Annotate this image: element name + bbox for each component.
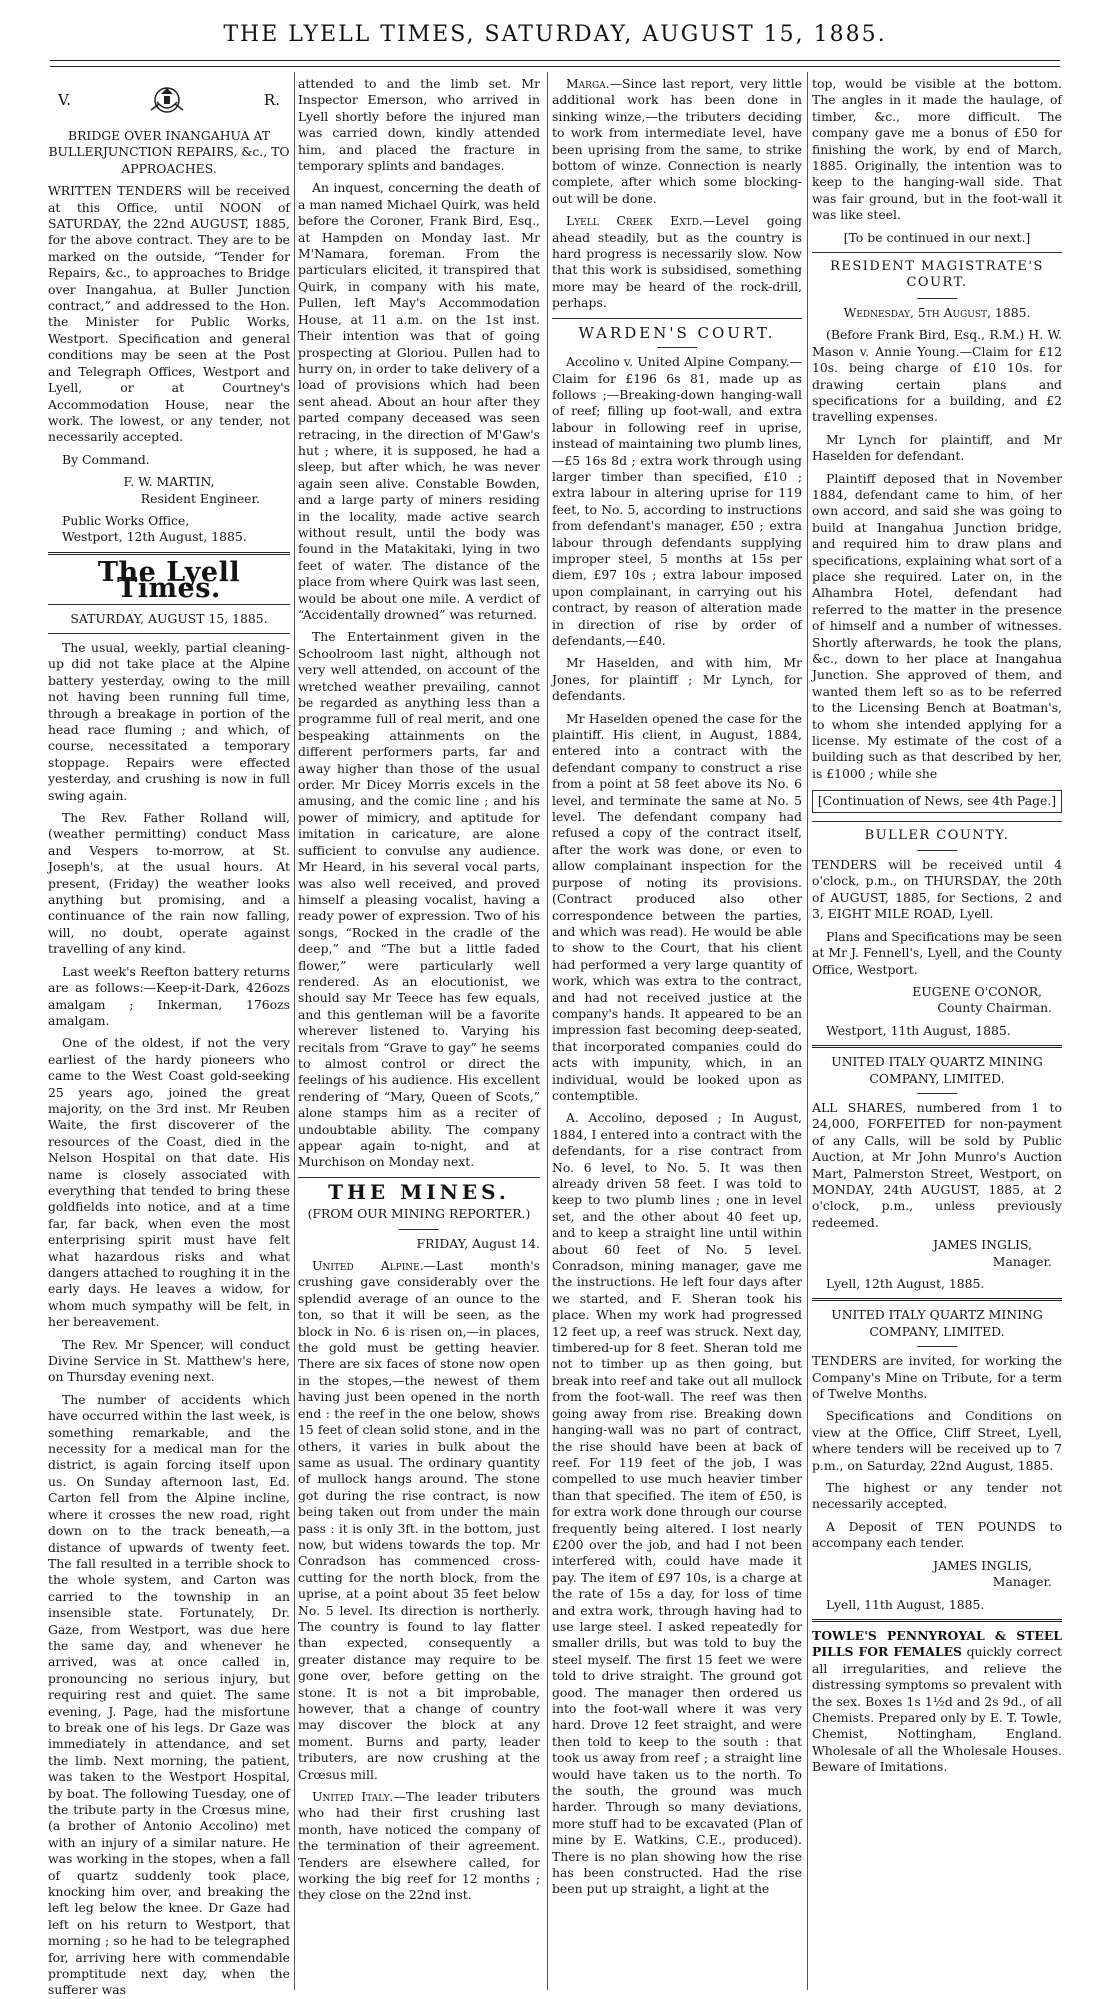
buller-county-body: TENDERS will be received until 4 o'clock, p.m., on THURSDAY, the 20th of AUGUST, 1885, for Sections, 2 and 3, EIGHT MILE ROAD, Lyell.: [812, 857, 1062, 922]
mines-date: FRIDAY, August 14.: [416, 1235, 540, 1251]
buller-county-plans: Plans and Specifications may be seen at Mr J. Fennell's, Lyell, and the County Office, Westport.: [812, 928, 1062, 977]
buller-county-title: BULLER COUNTY.: [864, 827, 1010, 843]
court-opening: Mr Haselden opened the case for the plaintiff. His client, in August, 1884, entered into a contract with the defendant company to construct a rise from a point at 58 feet above its No. 6 level, and terminate the same at No. 5 level. The defendant company had refused a copy of the contract itself, after the work was done, or even to allow complainant inspection for the purpose of noting its provisions. (Contract produced also other correspondence between the parties, and which was read). He would be able to show to the Court, that his client had performed a very large quantity of work, which was extra to the contract, and had not received justice at the company's hands. It appeared to be an impression fast becoming deep-seated, that incorporated companies could do acts with impunity, which, in an individual, would be looked upon as contemptible.: [552, 710, 802, 1103]
divider: [657, 347, 697, 348]
signer-title: Resident Engineer.: [140, 490, 260, 506]
vr-right: R.: [263, 90, 280, 109]
marga-report: [552, 76, 802, 207]
divider: [812, 252, 1062, 253]
news-paragraph: The Rev. Mr Spencer, will conduct Divine Service in St. Matthew's here, on Thursday evening next.: [48, 1336, 290, 1385]
uiq-auction-date: Lyell, 12th August, 1885.: [826, 1276, 985, 1291]
wardens-court-title: WARDEN'S COURT.: [578, 323, 776, 342]
divider: [917, 1093, 957, 1094]
bridge-tender-title: BRIDGE OVER INANGAHUA AT BULLERJUNCTION REPAIRS, &c., TO APPROACHES.: [48, 128, 290, 176]
masthead-rule: [50, 60, 1060, 61]
buller-county-signer: EUGENE O'CONOR,: [912, 983, 1042, 999]
news-paragraph: The Entertainment given in the Schoolroom last night, although not very well attended, on account of the wretched weather prevailing, cannot be regarded as anything less than a programme full of real merit, and one bespeaking attainments on the different performers parts, far and away higher than those of the usual order. Mr Dicey Morris excels in the amusing, and the comic line ; and his power of mimicry, and aptitude for imitation in caricature, are alone sufficient to convulse any audience. Mr Heard, in his several vocal parts, was also well received, and proved himself a pleasing vocalist, having a ready power of expression. Two of his songs, “Rocked in the cradle of the deep,” and “The but a little faded flower,” were particularly well rendered. As an elocutionist, we should say Mr Teece has few equals, and this gentleman will be a favorite wherever listened to. Varying his recitals from “Grave to gay” he seems to almost control or direct the feelings of his audience. His excellent rendering of “Mary, Queen of Scots,” alone stamps him as a reciter of undoubtable ability. The company appear again to-night, and at Murchison on Monday next.: [298, 629, 540, 1170]
uiq-tender-body: TENDERS are invited, for working the Company's Mine on Tribute, for a term of Twelve Months.: [812, 1353, 1062, 1402]
mines-subtitle: (FROM OUR MINING REPORTER.): [307, 1206, 531, 1222]
column-rule: [547, 72, 548, 1990]
news-paragraph: An inquest, concerning the death of a man named Michael Quirk, was held before the Coroner, Frank Bird, Esq., at Hampden on Monday last. Mr M'Namara, foreman. From the particulars elicited, it transpired that Quirk, in company with his mate, Pullen, left May's Accommodation House, at 11 a.m. on the 1st inst. Their intention was that of going prospecting at Gloriou. Pullen had to hurry on, in order to take delivery of a load of provisions which had been sent ahead. About an hour after they parted company deceased was seen retracing, in the direction of M'Gaw's hut ; where, it is supposed, he had a sleep, but after which, he was never again seen alive. Constable Bowden, and a large party of miners residing in the locality, made active search without result, until the body was found in the Matakitaki, lying in two feet of water. The distance of the place from where Quirk was last seen, would be about one mile. A verdict of “Accidentally drowned” was returned.: [298, 180, 540, 622]
uiq-auction-title: UNITED ITALY QUARTZ MINING COMPANY, LIMITED.: [831, 1054, 1043, 1086]
column-1: [48, 76, 290, 1998]
marga-lead: Marga.: [566, 76, 610, 91]
uiq-tender-lowest: The highest or any tender not necessarily accepted.: [812, 1480, 1062, 1512]
news-paragraph: One of the oldest, if not the very earliest of the hardy pioneers who came to the West Coast gold-seeking 25 years ago, joined the great majority, on the 3rd inst. Mr Reuben Waite, the first discoverer of the resources of the Coast, died in the Nelson Hospital on that date. His name is closely associated with everything that tended to bring these goldfields into notice, and at a time far, far back, when even the most enterprising spirit must have felt what hazardous risks and what dangers attached to roughing it in the early days. He leaves a widow, for whom much sympathy will be felt, in her bereavement.: [48, 1035, 290, 1330]
uiq-tender-signer: JAMES INGLIS,: [933, 1557, 1032, 1573]
towle-advert: [812, 1628, 1062, 1776]
uiq-tender-title: UNITED ITALY QUARTZ MINING COMPANY, LIMITED.: [831, 1307, 1043, 1339]
united-alpine-body: —Last month's crushing gave considerably over the splendid average of an ounce to the ton, so that it will be seen, as the block in No. 6 is risen on,—in places, the gold must be getting heavier. There are six faces of stone now open in the stopes,—the newest of them having just been opened in the north end : the reef in the one below, shows 15 feet of clean solid stone, and in the others, it varies in bulk about the same as usual. The ordinary quantity of mullock hangs around. The stone got during the rise contract, is now being taken out from under the main pass : it is only 3ft. in the bottom, just now, but widens towards the top. Mr Conradson has commenced cross-cutting for the north block, from the uprise, at a point about 35 feet below No. 5 level. Its direction is northerly. The country is found to lay flatter than expected, consequently a greater distance may require to be gone over, before getting on the stone. It is not a bit improbable, however, that a change of country may discover the block at any moment. Burns and party, leader tributers, are now crushing at the Crœsus mill.: [298, 1258, 540, 1782]
lyell-creek-lead: Lyell Creek Extd.: [566, 213, 703, 229]
rmc-case: (Before Frank Bird, Esq., R.M.) H. W. Mason v. Annie Young.—Claim for £12 10s. being charge of £10 10s. for drawing certain plans and specifications for a building, and £2 travelling expenses.: [812, 327, 1062, 425]
lyell-creek-report: [552, 213, 802, 311]
news-paragraph: The usual, weekly, partial cleaning-up did not take place at the Alpine battery yesterday, owing to the mill not having been running full time, through a breakage in portion of the head race fluming ; and which, of course, necessitated a temporary stoppage. Repairs were effected yesterday, and crushing is now in full swing again.: [48, 639, 290, 803]
uiq-auction-body: ALL SHARES, numbered from 1 to 24,000, FORFEITED for non-payment of any Calls, will be sold by Public Auction, at Mr John Munro's Auction Mart, Palmerston Street, Westport, on MONDAY, 24th AUGUST, 1885, at 2 o'clock, p.m., unless previously redeemed.: [812, 1099, 1062, 1230]
united-italy-lead: United Italy.: [312, 1789, 394, 1805]
court-claim: Accolino v. United Alpine Company.—Claim for £196 6s 81, made up as follows ;—Breaking-down hanging-wall of reef; filling up foot-wall, and extra labour in following reef in uprise, instead of maintaining two plumb lines,—£5 16s 8d ; extra work through using larger timber than specified, £10 ; extra labour in altering uprise for 119 feet, to No. 5, according to instructions from defendant's manager, £50 ; extra labour through defendants supplying improper steel, 5 months at 15s per diem, £97 10s ; extra labour imposed upon complainant, in carrying out his contract, by reason of alteration made in direction of rise by order of defendants,—£40.: [552, 354, 802, 648]
bridge-tender-body: WRITTEN TENDERS will be received at this Office, until NOON of SATURDAY, the 22nd AUGUST, 1885, for the above contract. They are to be marked on the outside, “Tender for Repairs, &c., to approaches to Bridge over Inangahua, at Buller Junction contract,” and addressed to the Hon. the Minister for Public Works, Westport. Specification and general conditions may be seen at the Post and Telegraph Offices, Westport and Lyell, or at Courtney's Accommodation House, near the work. The lowest, or any tender, not necessarily accepted.: [48, 183, 290, 445]
uiq-tender-signer-title: Manager.: [992, 1574, 1052, 1590]
divider: [917, 298, 957, 299]
divider: [812, 1045, 1062, 1048]
column-rule: [807, 72, 808, 1990]
divider: [399, 1229, 439, 1230]
court-deposition: A. Accolino, deposed ; In August, 1884, I entered into a contract with the defendants, for a rise contract from No. 6 level, to No. 5. It was then already driven 58 feet. I was told to keep to two plumb lines ; one in level set, and the other about 40 feet up, and to keep a straight line until within about 60 feet of No. 5 level. Conradson, mining manager, gave me the instructions. He left four days after we started, and F. Sheran took his place. When my work had progressed 12 feet up, a reef was struck. Next day, timbered-up for 8 feet. Sheran told me not to timber up as then going, but break into reef and take out all mullock from the foot-wall. The reef was then going away from rise. Breaking down hanging-wall was no part of contract, the rise should have been at back of reef. For 119 feet of the job, I was compelled to use much heavier timber than that specified. The item of £50, is for extra work done through our course frequently being altered. I lost nearly £200 over the job, and had I not been interfered with, could have made it pay. The item of £97 10s, is a charge at the rate of 15s a day, for loss of time and extra work, through having had to use large steel. I asked repeatedly for smaller drills, but was told to buy the steel myself. The first 15 feet we were told to drive straight. The ground got good. The manager then ordered us into the foot-wall where it was very hard. Drove 12 feet straight, and were then told to keep to the south : that took us away from reef ; a straight line would have taken us to the north. To the south, the ground was much harder. Through so many deviations, more stuff had to be excavated (Plan of mine by E. Watkins, C.E., produced). There is no plan showing how the rise has been constructed. Had the rise been put up straight, a light at the: [552, 1110, 803, 1897]
divider: [298, 1177, 540, 1178]
column-3: [552, 76, 802, 1986]
masthead: THE LYELL TIMES, SATURDAY, AUGUST 15, 1885.: [223, 22, 887, 47]
united-italy-report: [298, 1789, 540, 1904]
news-paragraph: The Rev. Father Rolland will, (weather permitting) conduct Mass and Vespers to-morrow, at St. Joseph's, at the usual hours. At present, (Friday) the weather looks anything but promising, and a continuance of the rain now falling, will, no doubt, operate against travelling of any kind.: [48, 810, 290, 957]
rmc-date: Wednesday, 5th August, 1885.: [843, 304, 1031, 320]
paper-title: The Lyell Times.: [97, 556, 241, 605]
royal-crest-icon: [147, 80, 187, 120]
office-date: Westport, 12th August, 1885.: [62, 529, 247, 545]
divider: [48, 552, 290, 555]
office-name: Public Works Office,: [62, 512, 190, 528]
uiq-auction-signer: JAMES INGLIS,: [933, 1237, 1032, 1253]
continued-deposition: top, would be visible at the bottom. The angles in it made the haulage, of timber, &c., more difficult. The company gave me a bonus of £50 for finishing the work, by end of March, 1885. Originally, the intention was to keep to the hanging-wall side. That was fair ground, but in the foot-wall it was like steel.: [812, 76, 1062, 223]
news-paragraph: Last week's Reefton battery returns are as follows:—Keep-it-Dark, 426ozs amalgam ; Inkerman, 176ozs amalgam.: [48, 963, 290, 1028]
signer-name: F. W. MARTIN,: [123, 474, 215, 490]
column-4: [812, 76, 1062, 1986]
news-paragraph: The number of accidents which have occurred within the last week, is something remarkable, and the necessity for a medical man for the district, is again forcing itself upon us. On Sunday afternoon last, Ed. Carton fell from the Alpine incline, where it crosses the new road, right down on to the track beneath,—a distance of upwards of twenty feet. The fall resulted in a terrible shock to the whole system, and Carton was carried to the township in an insensible state. Fortunately, Dr. Gaze, from Westport, was due here the same day, and whenever he arrived, was at once called in, pronouncing no serious injury, but requiring rest and quiet. The same evening, J. Page, had the misfortune to break one of his legs. Dr Gaze was immediately in attendance, and set the limb. Next morning, the patient, was taken to the Westport Hospital, by boat. The following Tuesday, one of the tribute party in the Crœsus mine, (a brother of Antonio Accolino) met with an injury of a similar nature. He was working in the stopes, when a fall of quartz suddenly took place, knocking him over, and breaking the left leg below the knee. Dr Gaze had left on his return to Westport, that morning ; so he had to be telegraphed for, arriving here with commendable promptitude next day, when the sufferer was: [48, 1391, 290, 1998]
uiq-auction-signer-title: Manager.: [992, 1253, 1052, 1269]
divider: [552, 318, 802, 319]
divider: [812, 1298, 1062, 1301]
rmc-title: RESIDENT MAGISTRATE'S COURT.: [830, 259, 1044, 291]
uiq-tender-spec: Specifications and Conditions on view at the Office, Cliff Street, Lyell, where tenders will be received up to 7 p.m., on Saturday, 22nd August, 1885.: [812, 1408, 1062, 1473]
news-paragraph: attended to and the limb set. Mr Inspector Emerson, who arrived in Lyell shortly before the injured man was carried down, kindly attended him, and placed the fracture in temporary splints and bandages.: [298, 76, 540, 174]
to-be-continued: [To be continued in our next.]: [843, 229, 1031, 245]
vr-crest-line: [58, 80, 280, 120]
towle-body: quickly correct all irregularities, and relieve the distressing symptoms so prevalent with the sex. Boxes 1s 1½d and 2s 9d., of all Chemists. Prepared only by E. T. Towle, Chemist, Nottingham, England. Wholesale of all the Wholesale Houses. Beware of Imitations.: [812, 1644, 1062, 1775]
buller-county-date: Westport, 11th August, 1885.: [826, 1022, 1011, 1038]
rmc-counsel: Mr Lynch for plaintiff, and Mr Haselden for defendant.: [812, 431, 1062, 464]
court-counsel: Mr Haselden, and with him, Mr Jones, for plaintiff ; Mr Lynch, for defendants.: [552, 655, 802, 704]
divider: [812, 821, 1062, 822]
rmc-body: Plaintiff deposed that in November 1884, defendant came to him, of her own accord, and said she was going to build at Inangahua Junction bridge, and required him to draw plans and specifications, explaining what sort of a place she required. Later on, in the Alhambra Hotel, defendant had referred to the matter in the presence of himself and a number of witnesses. Shortly afterwards, he took the plans, &c., down to her place at Inangahua Junction. She approved of them, and wanted them left so as to be referred to the Licensing Bench at Boatman's, to whom she intended applying for a license. My estimate of the cost of a building such as that described by her, is £1000 ; while she: [812, 470, 1063, 781]
buller-county-signer-title: County Chairman.: [937, 1000, 1052, 1016]
divider: [917, 850, 957, 851]
divider: [48, 633, 290, 634]
uiq-tender-date: Lyell, 11th August, 1885.: [826, 1596, 985, 1612]
vr-left: V.: [58, 90, 71, 109]
lyell-creek-body: —Level going ahead steadily, but as the country is hard progress is necessarily slow. Now that this work is subsidised, something more may be heard of the rock-drill, perhaps.: [552, 213, 802, 311]
towle-title: TOWLE'S PENNYROYAL & STEEL PILLS FOR FEMALES: [812, 1627, 1062, 1660]
continuation-note: [Continuation of News, see 4th Page.]: [812, 790, 1062, 812]
uiq-tender-deposit: A Deposit of TEN POUNDS to accompany each tender.: [812, 1518, 1062, 1551]
masthead-rule-lower: [50, 66, 1060, 67]
marga-body: —Since last report, very little additional work has been done in sinking winze,—the tributers deciding to work from intermediate level, have been uprising from the same, to strike bottom of winze. Connection is nearly complete, after which some blocking-out will be done.: [552, 76, 802, 206]
mines-title: THE MINES.: [328, 1179, 510, 1204]
date-line: SATURDAY, AUGUST 15, 1885.: [70, 610, 268, 626]
column-rule: [294, 72, 295, 1990]
column-2: [298, 76, 540, 1986]
by-command: By Command.: [62, 451, 150, 467]
united-alpine-report: [298, 1258, 540, 1783]
united-italy-body: —The leader tributers who had their first crushing last month, have noticed the company of the termination of their agreement. Tenders are elsewhere called, for working the big reef for 12 months ; they close on the 22nd inst.: [298, 1789, 540, 1903]
united-alpine-lead: United Alpine.: [312, 1258, 424, 1274]
divider: [917, 1346, 957, 1347]
divider: [812, 1619, 1062, 1622]
